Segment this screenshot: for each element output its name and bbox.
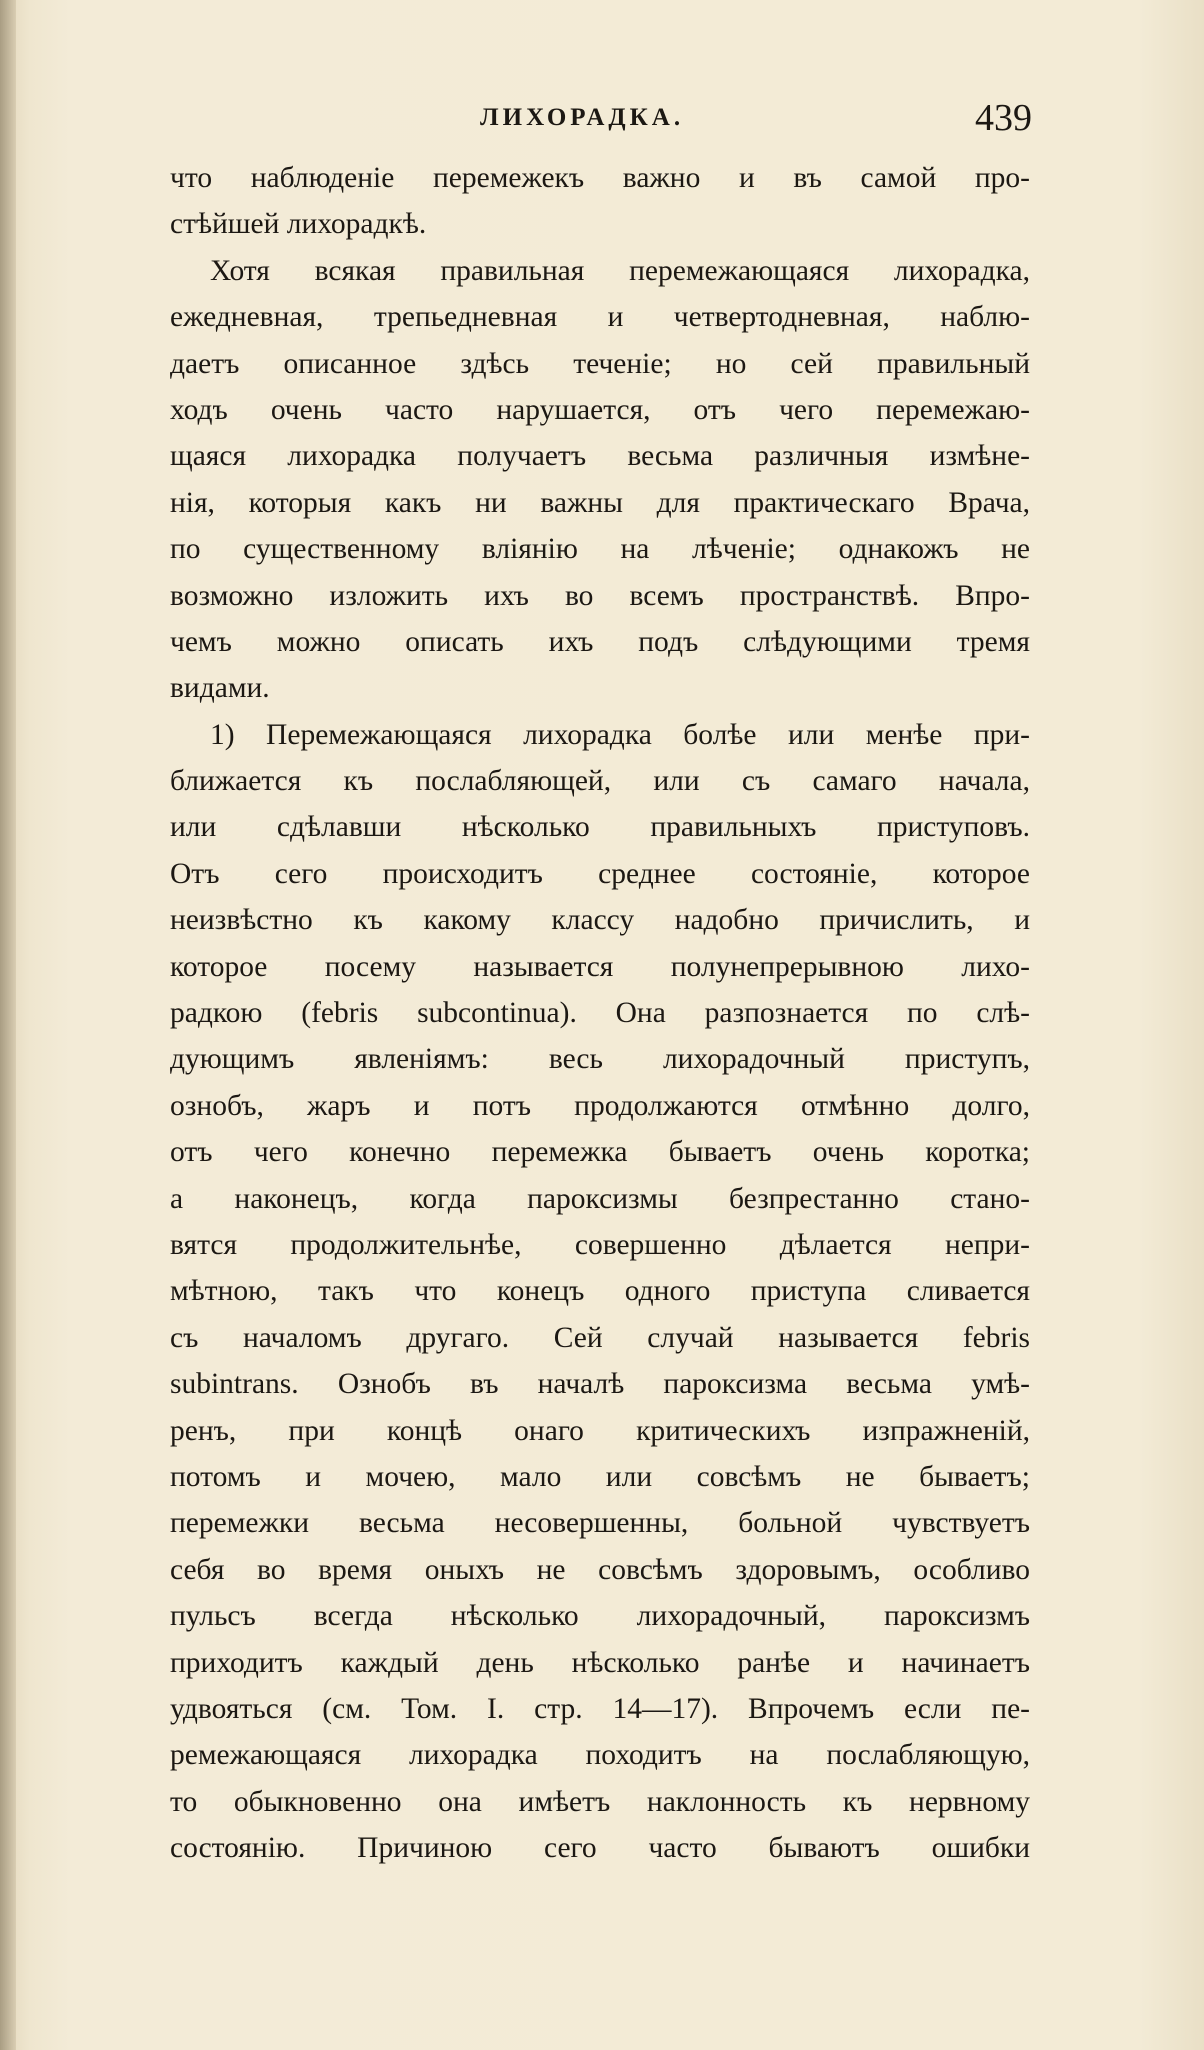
text-line: удвояться (см. Том. I. стр. 14—17). Впрочемъ если пе- [170, 1692, 1030, 1725]
text-line: возможно изложить ихъ во всемъ пространствѣ. Впро- [170, 579, 1030, 612]
text-line: пульсъ всегда нѣсколько лихорадочный, пароксизмъ [170, 1600, 1030, 1633]
text-line: щаяся лихорадка получаетъ весьма различныя измѣне- [170, 440, 1030, 473]
text-line: Отъ сего происходитъ среднее состояніе, которое [170, 857, 1030, 890]
text-line: ближается къ послабляющей, или съ самаго начала, [170, 765, 1030, 798]
text-line: радкою (febris subcontinua). Она разпознается по слѣ- [170, 997, 1030, 1030]
text-line: 1) Перемежающаяся лихорадка болѣе или менѣе при- [210, 718, 1030, 751]
text-line: ознобъ, жаръ и потъ продолжаются отмѣнно долго, [170, 1089, 1030, 1122]
text-line: себя во время оныхъ не совсѣмъ здоровымъ, особливо [170, 1553, 1030, 1586]
text-line: дующимъ явленіямъ: весь лихорадочный приступъ, [170, 1043, 1030, 1076]
text-line: видами. [170, 672, 270, 705]
running-title: ЛИХОРАДКА. [480, 104, 685, 131]
text-line: нія, которыя какъ ни важны для практическаго Врача, [170, 486, 1030, 519]
text-line: потомъ и мочею, мало или совсѣмъ не бываетъ; [170, 1460, 1030, 1493]
text-line: приходитъ каждый день нѣсколько ранѣе и начинаетъ [170, 1646, 1030, 1679]
text-line: то обыкновенно она имѣетъ наклонность къ нервному [170, 1785, 1030, 1818]
text-line: мѣтною, такъ что конецъ одного приступа сливается [170, 1275, 1030, 1308]
body-text [170, 155, 1030, 1871]
text-line: отъ чего конечно перемежка бываетъ очень коротка; [170, 1136, 1030, 1169]
page-gutter [0, 0, 16, 2050]
page-header [170, 97, 1050, 144]
text-line: ремежающаяся лихорадка походитъ на послабляющую, [170, 1739, 1030, 1772]
text-line: неизвѣстно къ какому классу надобно причислить, и [170, 904, 1030, 937]
page-number: 439 [975, 97, 1032, 139]
text-line: съ началомъ другаго. Сей случай называется febris [170, 1321, 1030, 1354]
text-line: или сдѣлавши нѣсколько правильныхъ приступовъ. [170, 811, 1030, 844]
text-line: перемежки весьма несовершенны, больной чувствуетъ [170, 1507, 1030, 1540]
text-line: чемъ можно описать ихъ подъ слѣдующими тремя [170, 625, 1030, 658]
text-line: которое посему называется полунепрерывною лихо- [170, 950, 1030, 983]
text-line: ренъ, при концѣ онаго критическихъ изпражненій, [170, 1414, 1030, 1447]
text-line: стѣйшей лихорадкѣ. [170, 208, 427, 241]
text-line: subintrans. Ознобъ въ началѣ пароксизма весьма умѣ- [170, 1368, 1030, 1401]
text-line: ежедневная, трепьедневная и четвертодневная, наблю- [170, 301, 1030, 334]
text-line: даетъ описанное здѣсь теченіе; но сей правильный [170, 347, 1030, 380]
text-line: вятся продолжительнѣе, совершенно дѣлается непри- [170, 1228, 1030, 1261]
text-line: что наблюденіе перемежекъ важно и въ самой про- [170, 162, 1030, 194]
text-line: ходъ очень часто нарушается, отъ чего перемежаю- [170, 393, 1030, 426]
text-line: по существенному вліянію на лѣченіе; однакожъ не [170, 533, 1030, 566]
text-line: Хотя всякая правильная перемежающаяся лихорадка, [210, 254, 1030, 287]
text-line: состоянію. Причиною сего часто бываютъ ошибки [170, 1832, 1030, 1865]
text-line: а наконецъ, когда пароксизмы безпрестанно стано- [170, 1182, 1030, 1215]
